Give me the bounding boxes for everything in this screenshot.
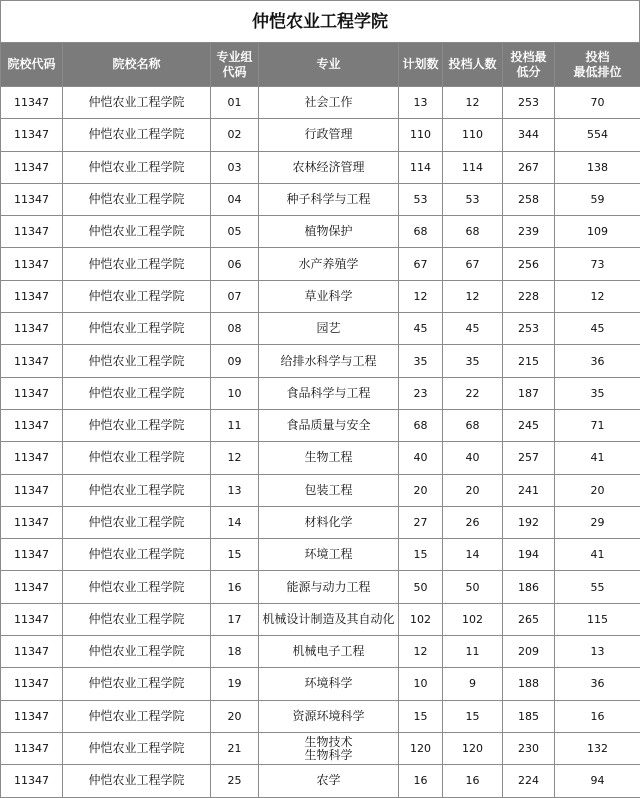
cell-min-rank: 29: [555, 506, 640, 538]
cell-plan: 114: [399, 151, 443, 183]
cell-min-rank: 12: [555, 280, 640, 312]
cell-enrolled: 67: [443, 248, 503, 280]
cell-plan: 110: [399, 119, 443, 151]
cell-min-rank: 554: [555, 119, 640, 151]
cell-min-score: 257: [503, 442, 555, 474]
cell-min-score: 186: [503, 571, 555, 603]
table-row: [1, 313, 640, 345]
cell-enrolled: 110: [443, 119, 503, 151]
cell-plan: 23: [399, 377, 443, 409]
cell-plan: 16: [399, 765, 443, 797]
cell-group-code: 02: [211, 119, 259, 151]
table-row: [1, 506, 640, 538]
cell-major: 材料化学: [259, 506, 399, 538]
cell-group-code: 12: [211, 442, 259, 474]
cell-min-rank: 70: [555, 87, 640, 119]
table-row: [1, 183, 640, 215]
cell-plan: 13: [399, 87, 443, 119]
cell-school-name: 仲恺农业工程学院: [63, 668, 211, 700]
cell-major: 农林经济管理: [259, 151, 399, 183]
cell-school-name: 仲恺农业工程学院: [63, 313, 211, 345]
table-row: [1, 539, 640, 571]
cell-major: 给排水科学与工程: [259, 345, 399, 377]
cell-min-score: 253: [503, 313, 555, 345]
table-row: [1, 119, 640, 151]
cell-code: 11347: [1, 636, 63, 668]
cell-min-score: 239: [503, 216, 555, 248]
cell-major: 生物工程: [259, 442, 399, 474]
cell-min-score: 245: [503, 409, 555, 441]
cell-plan: 50: [399, 571, 443, 603]
cell-school-name: 仲恺农业工程学院: [63, 700, 211, 732]
cell-code: 11347: [1, 377, 63, 409]
cell-group-code: 03: [211, 151, 259, 183]
cell-plan: 27: [399, 506, 443, 538]
cell-major: 水产养殖学: [259, 248, 399, 280]
cell-code: 11347: [1, 248, 63, 280]
cell-min-score: 224: [503, 765, 555, 797]
cell-enrolled: 15: [443, 700, 503, 732]
cell-plan: 67: [399, 248, 443, 280]
cell-min-rank: 71: [555, 409, 640, 441]
cell-min-rank: 36: [555, 668, 640, 700]
cell-min-rank: 13: [555, 636, 640, 668]
cell-enrolled: 53: [443, 183, 503, 215]
header-name: 院校名称: [63, 43, 211, 87]
cell-min-rank: 94: [555, 765, 640, 797]
cell-major: 食品质量与安全: [259, 409, 399, 441]
cell-code: 11347: [1, 313, 63, 345]
cell-school-name: 仲恺农业工程学院: [63, 183, 211, 215]
cell-major: 包装工程: [259, 474, 399, 506]
cell-code: 11347: [1, 345, 63, 377]
cell-group-code: 10: [211, 377, 259, 409]
cell-code: 11347: [1, 700, 63, 732]
cell-enrolled: 9: [443, 668, 503, 700]
cell-major: 行政管理: [259, 119, 399, 151]
cell-enrolled: 114: [443, 151, 503, 183]
cell-major: 生物技术 生物科学: [259, 732, 399, 764]
cell-school-name: 仲恺农业工程学院: [63, 216, 211, 248]
table-header-row: [1, 43, 640, 87]
cell-group-code: 19: [211, 668, 259, 700]
header-group: 专业组 代码: [211, 43, 259, 87]
cell-group-code: 13: [211, 474, 259, 506]
cell-min-rank: 115: [555, 603, 640, 635]
table-row: [1, 409, 640, 441]
cell-major: 资源环境科学: [259, 700, 399, 732]
cell-code: 11347: [1, 506, 63, 538]
cell-school-name: 仲恺农业工程学院: [63, 636, 211, 668]
cell-group-code: 09: [211, 345, 259, 377]
cell-min-score: 253: [503, 87, 555, 119]
table-row: [1, 732, 640, 764]
cell-code: 11347: [1, 765, 63, 797]
cell-code: 11347: [1, 119, 63, 151]
table-row: [1, 474, 640, 506]
table-row: [1, 216, 640, 248]
cell-min-score: 194: [503, 539, 555, 571]
cell-major: 植物保护: [259, 216, 399, 248]
cell-enrolled: 16: [443, 765, 503, 797]
cell-min-score: 256: [503, 248, 555, 280]
cell-code: 11347: [1, 539, 63, 571]
cell-school-name: 仲恺农业工程学院: [63, 409, 211, 441]
cell-major: 食品科学与工程: [259, 377, 399, 409]
table-body: [1, 87, 640, 798]
cell-major: 草业科学: [259, 280, 399, 312]
cell-school-name: 仲恺农业工程学院: [63, 345, 211, 377]
cell-plan: 45: [399, 313, 443, 345]
cell-group-code: 17: [211, 603, 259, 635]
cell-min-rank: 138: [555, 151, 640, 183]
page-title: 仲恺农业工程学院: [0, 0, 640, 42]
cell-plan: 20: [399, 474, 443, 506]
header-plan: 计划数: [399, 43, 443, 87]
cell-min-rank: 35: [555, 377, 640, 409]
cell-group-code: 04: [211, 183, 259, 215]
cell-plan: 15: [399, 539, 443, 571]
cell-group-code: 20: [211, 700, 259, 732]
cell-school-name: 仲恺农业工程学院: [63, 442, 211, 474]
cell-code: 11347: [1, 442, 63, 474]
cell-plan: 10: [399, 668, 443, 700]
cell-enrolled: 102: [443, 603, 503, 635]
table-row: [1, 151, 640, 183]
cell-group-code: 08: [211, 313, 259, 345]
cell-group-code: 11: [211, 409, 259, 441]
cell-plan: 102: [399, 603, 443, 635]
cell-min-score: 230: [503, 732, 555, 764]
cell-min-score: 258: [503, 183, 555, 215]
cell-group-code: 15: [211, 539, 259, 571]
cell-min-score: 185: [503, 700, 555, 732]
cell-plan: 35: [399, 345, 443, 377]
cell-major: 能源与动力工程: [259, 571, 399, 603]
cell-school-name: 仲恺农业工程学院: [63, 87, 211, 119]
cell-group-code: 21: [211, 732, 259, 764]
header-code: 院校代码: [1, 43, 63, 87]
cell-school-name: 仲恺农业工程学院: [63, 119, 211, 151]
cell-code: 11347: [1, 668, 63, 700]
cell-group-code: 18: [211, 636, 259, 668]
cell-major: 种子科学与工程: [259, 183, 399, 215]
cell-code: 11347: [1, 474, 63, 506]
table-row: [1, 571, 640, 603]
cell-group-code: 01: [211, 87, 259, 119]
cell-code: 11347: [1, 732, 63, 764]
cell-group-code: 06: [211, 248, 259, 280]
cell-enrolled: 26: [443, 506, 503, 538]
cell-plan: 12: [399, 280, 443, 312]
header-min-rank: 投档 最低排位: [555, 43, 640, 87]
cell-school-name: 仲恺农业工程学院: [63, 474, 211, 506]
header-enrolled: 投档人数: [443, 43, 503, 87]
admission-table: [0, 42, 640, 798]
cell-min-score: 192: [503, 506, 555, 538]
cell-min-score: 241: [503, 474, 555, 506]
cell-plan: 12: [399, 636, 443, 668]
cell-min-rank: 45: [555, 313, 640, 345]
cell-enrolled: 22: [443, 377, 503, 409]
cell-school-name: 仲恺农业工程学院: [63, 765, 211, 797]
cell-plan: 53: [399, 183, 443, 215]
cell-code: 11347: [1, 603, 63, 635]
cell-enrolled: 50: [443, 571, 503, 603]
cell-enrolled: 45: [443, 313, 503, 345]
cell-code: 11347: [1, 87, 63, 119]
cell-major: 园艺: [259, 313, 399, 345]
cell-code: 11347: [1, 409, 63, 441]
cell-min-rank: 132: [555, 732, 640, 764]
table-row: [1, 765, 640, 797]
cell-major: 社会工作: [259, 87, 399, 119]
cell-enrolled: 120: [443, 732, 503, 764]
table-row: [1, 636, 640, 668]
cell-school-name: 仲恺农业工程学院: [63, 151, 211, 183]
cell-min-rank: 109: [555, 216, 640, 248]
table-row: [1, 700, 640, 732]
table-row: [1, 87, 640, 119]
cell-major: 农学: [259, 765, 399, 797]
cell-code: 11347: [1, 571, 63, 603]
cell-school-name: 仲恺农业工程学院: [63, 280, 211, 312]
cell-code: 11347: [1, 151, 63, 183]
cell-min-rank: 41: [555, 539, 640, 571]
cell-plan: 15: [399, 700, 443, 732]
cell-school-name: 仲恺农业工程学院: [63, 571, 211, 603]
cell-code: 11347: [1, 183, 63, 215]
header-min-score: 投档最 低分: [503, 43, 555, 87]
table-row: [1, 280, 640, 312]
cell-group-code: 07: [211, 280, 259, 312]
table-row: [1, 345, 640, 377]
cell-min-score: 187: [503, 377, 555, 409]
cell-school-name: 仲恺农业工程学院: [63, 506, 211, 538]
cell-major: 机械设计制造及其自动化: [259, 603, 399, 635]
cell-code: 11347: [1, 280, 63, 312]
table-row: [1, 377, 640, 409]
cell-min-rank: 73: [555, 248, 640, 280]
cell-code: 11347: [1, 216, 63, 248]
cell-enrolled: 40: [443, 442, 503, 474]
cell-school-name: 仲恺农业工程学院: [63, 377, 211, 409]
cell-min-score: 215: [503, 345, 555, 377]
cell-min-rank: 55: [555, 571, 640, 603]
header-major: 专业: [259, 43, 399, 87]
table-row: [1, 442, 640, 474]
cell-min-rank: 41: [555, 442, 640, 474]
cell-group-code: 25: [211, 765, 259, 797]
cell-enrolled: 11: [443, 636, 503, 668]
cell-school-name: 仲恺农业工程学院: [63, 248, 211, 280]
cell-enrolled: 14: [443, 539, 503, 571]
cell-min-score: 265: [503, 603, 555, 635]
cell-min-score: 188: [503, 668, 555, 700]
table-row: [1, 248, 640, 280]
cell-min-score: 228: [503, 280, 555, 312]
cell-group-code: 14: [211, 506, 259, 538]
cell-school-name: 仲恺农业工程学院: [63, 539, 211, 571]
cell-enrolled: 35: [443, 345, 503, 377]
cell-plan: 120: [399, 732, 443, 764]
cell-enrolled: 68: [443, 409, 503, 441]
cell-min-rank: 20: [555, 474, 640, 506]
cell-group-code: 16: [211, 571, 259, 603]
cell-plan: 40: [399, 442, 443, 474]
cell-school-name: 仲恺农业工程学院: [63, 732, 211, 764]
table-row: [1, 603, 640, 635]
cell-plan: 68: [399, 409, 443, 441]
cell-plan: 68: [399, 216, 443, 248]
cell-min-score: 267: [503, 151, 555, 183]
cell-group-code: 05: [211, 216, 259, 248]
cell-min-rank: 59: [555, 183, 640, 215]
cell-enrolled: 20: [443, 474, 503, 506]
table-row: [1, 668, 640, 700]
cell-enrolled: 12: [443, 87, 503, 119]
cell-major: 环境科学: [259, 668, 399, 700]
cell-school-name: 仲恺农业工程学院: [63, 603, 211, 635]
cell-min-score: 344: [503, 119, 555, 151]
cell-major: 机械电子工程: [259, 636, 399, 668]
cell-major: 环境工程: [259, 539, 399, 571]
cell-enrolled: 68: [443, 216, 503, 248]
cell-min-rank: 36: [555, 345, 640, 377]
cell-min-rank: 16: [555, 700, 640, 732]
cell-min-score: 209: [503, 636, 555, 668]
cell-enrolled: 12: [443, 280, 503, 312]
